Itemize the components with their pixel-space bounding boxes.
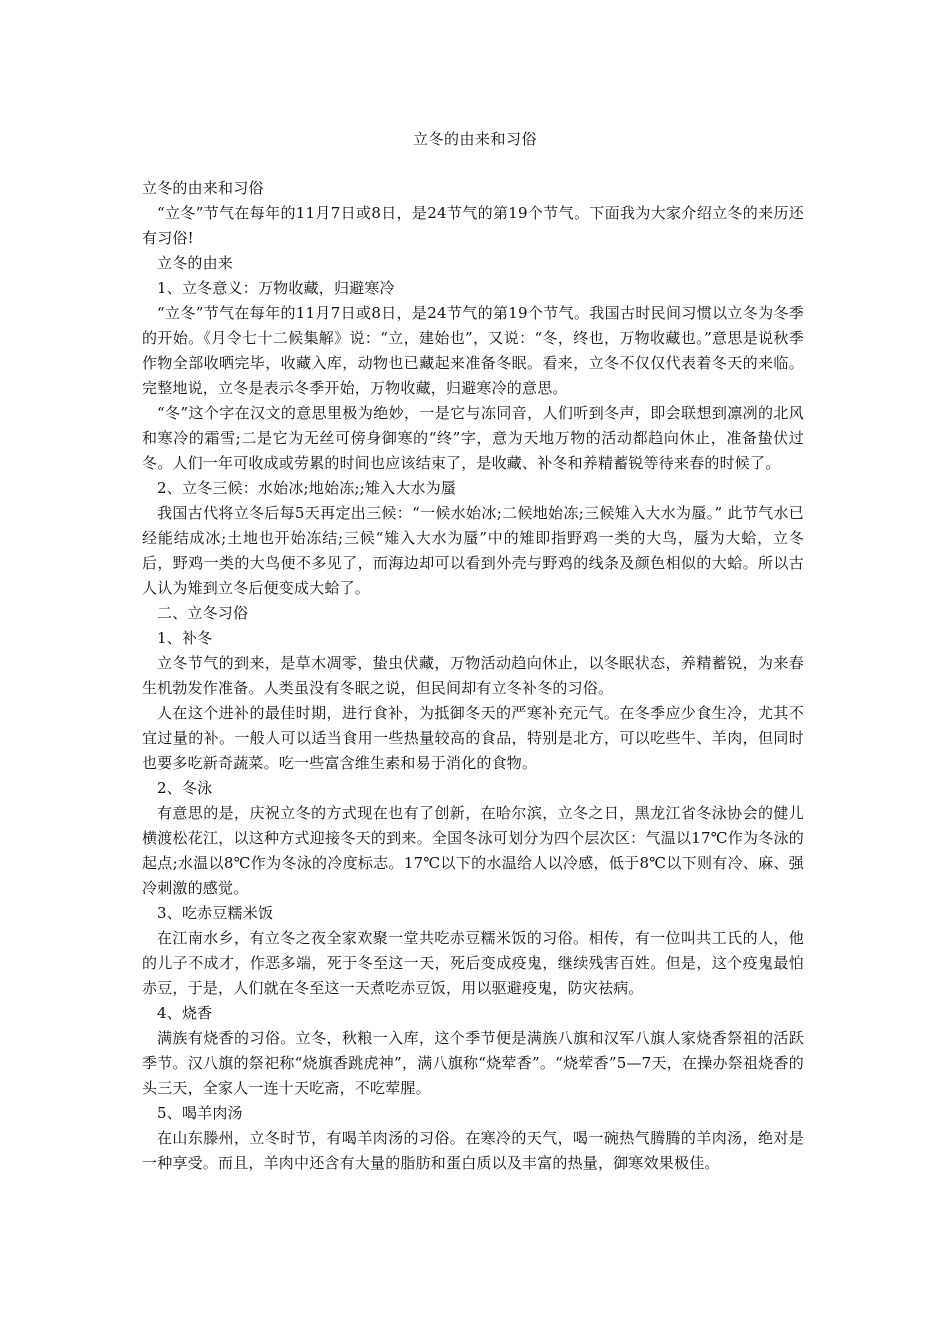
section-heading-customs: 二、立冬习俗 <box>157 604 249 622</box>
paragraph-character: “冬”这个字在汉文的意思里极为绝妙，一是它与冻同音，人们听到冬声，即会联想到凛冽的北风和寒冷的霜雪;二是它为无丝可傍身御寒的“终”字，意为天地万物的活动都趋向休止，准备蛰伏过冬。人们一年可收成或劳累的时间也应该结束了，是收藏、补冬和养精蓄锐等待来春的时候了。 <box>142 404 804 472</box>
subheading-red-bean-rice: 3、吃赤豆糯米饭 <box>157 904 274 922</box>
paragraph-red-bean-rice: 在江南水乡，有立冬之夜全家欢聚一堂共吃赤豆糯米饭的习俗。相传，有一位叫共工氏的人，他的儿子不成才，作恶多端，死于冬至这一天，死后变成疫鬼，继续残害百姓。但是，这个疫鬼最怕赤豆，于是，人们就在冬至这一天煮吃赤豆饭，用以驱避疫鬼，防灾祛病。 <box>142 929 804 997</box>
paragraph-incense: 满族有烧香的习俗。立冬，秋粮一入库，这个季节便是满族八旗和汉军八旗人家烧香祭祖的活跃季节。汉八旗的祭祀称“烧旗香跳虎神”，满八旗称“烧荤香”。“烧荤香”5—7天，在操办祭祖烧香的头三天，全家人一连十天吃斋，不吃荤腥。 <box>142 1029 804 1097</box>
intro-paragraph: “立冬”节气在每年的11月7日或8日，是24节气的第19个节气。下面我为大家介绍立冬的来历还有习俗! <box>142 204 804 247</box>
paragraph-meaning: “立冬”节气在每年的11月7日或8日，是24节气的第19个节气。我国古时民间习惯以立冬为冬季的开始。《月令七十二候集解》说：“立，建始也”，又说：“冬，终也，万物收藏也。”意思是说秋季作物全部收晒完毕，收藏入库，动物也已藏起来准备冬眠。看来，立冬不仅仅代表着冬天的来临。完整地说，立冬是表示冬季开始，万物收藏，归避寒冷的意思。 <box>142 304 804 397</box>
paragraph-three-phenology: 我国古代将立冬后每5天再定出三候：“一候水始冰;二候地始冻;三候雉入大水为蜃。” 此节气水已经能结成冰;土地也开始冻结;三候“雉入大水为蜃”中的雉即指野鸡一类的大鸟，蜃为大蛤，立冬后，野鸡一类的大鸟便不多见了，而海边却可以看到外壳与野鸡的线条及颜色相似的大蛤。所以古人认为雉到立冬后便变成大蛤了。 <box>142 504 804 597</box>
paragraph-winter-swim: 有意思的是，庆祝立冬的方式现在也有了创新，在哈尔滨，立冬之日，黑龙江省冬泳协会的健儿横渡松花江，以这种方式迎接冬天的到来。全国冬泳可划分为四个层次区：气温以17℃作为冬泳的起点;水温以8℃作为冬泳的冷度标志。17℃以下的水温给人以冷感，低于8℃以下则有冷、麻、强冷刺激的感觉。 <box>142 804 804 897</box>
section-heading-origin: 立冬的由来 <box>157 254 234 272</box>
document-title: 立冬的由来和习俗 <box>412 130 537 148</box>
subheading-winter-swim: 2、冬泳 <box>157 779 213 797</box>
subheading-mutton-soup: 5、喝羊肉汤 <box>157 1104 243 1122</box>
paragraph-bu-dong-1: 立冬节气的到来，是草木凋零，蛰虫伏藏，万物活动趋向休止，以冬眠状态，养精蓄锐，为来春生机勃发作准备。人类虽没有冬眠之说，但民间却有立冬补冬的习俗。 <box>142 654 804 697</box>
paragraph-mutton-soup: 在山东滕州，立冬时节，有喝羊肉汤的习俗。在寒冷的天气，喝一碗热气腾腾的羊肉汤，绝对是一种享受。而且，羊肉中还含有大量的脂肪和蛋白质以及丰富的热量，御寒效果极佳。 <box>142 1129 804 1172</box>
body-heading: 立冬的由来和习俗 <box>142 179 264 197</box>
subheading-bu-dong: 1、补冬 <box>157 629 213 647</box>
subheading-incense: 4、烧香 <box>157 1004 213 1022</box>
document-body <box>142 176 804 1176</box>
subheading-three-phenology: 2、立冬三候：水始冰;地始冻;;雉入大水为蜃 <box>157 479 457 497</box>
paragraph-bu-dong-2: 人在这个进补的最佳时期，进行食补，为抵御冬天的严寒补充元气。在冬季应少食生冷，尤其不宜过量的补。一般人可以适当食用一些热量较高的食品，特别是北方，可以吃些牛、羊肉，但同时也要多吃新奇蔬菜。吃一些富含维生素和易于消化的食物。 <box>142 704 804 772</box>
subheading-meaning: 1、立冬意义：万物收藏，归避寒冷 <box>157 279 395 297</box>
